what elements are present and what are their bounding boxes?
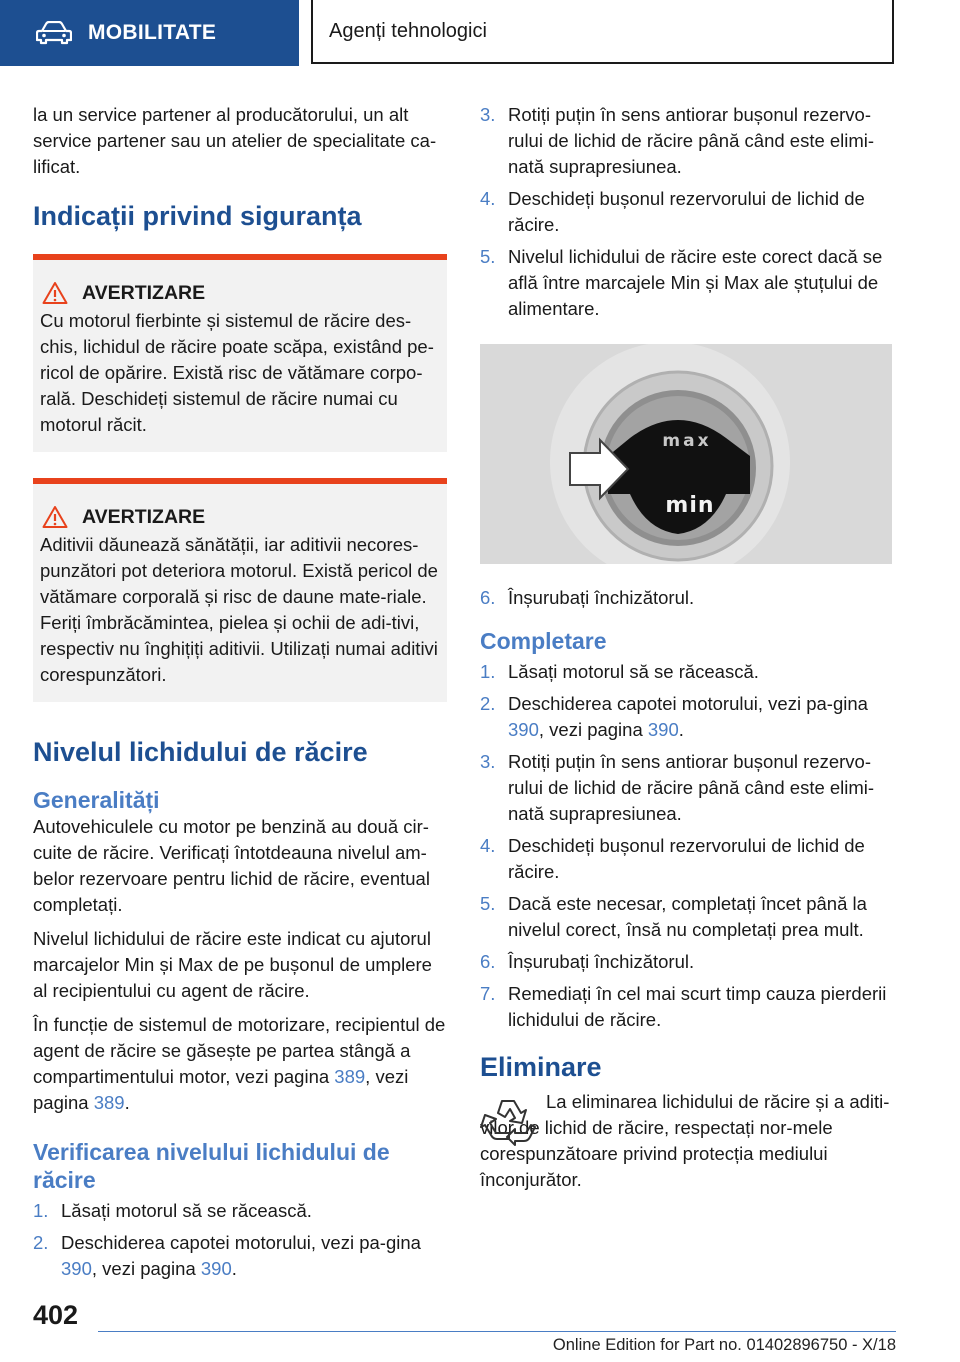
list-item: 3. Rotiți puțin în sens antiorar bușonul rezervo-rului de lichid de răcire până când este elimi-nată suprapresiunea.: [480, 104, 875, 177]
disposal-heading: Eliminare: [480, 1052, 602, 1082]
page-link[interactable]: 390: [647, 719, 679, 740]
footer-rule: [98, 1331, 896, 1332]
page-link[interactable]: 390: [200, 1258, 232, 1279]
page-link[interactable]: 389: [93, 1092, 125, 1113]
list-item: 2. Deschiderea capotei motorului, vezi pa-gina 390, vezi pagina 390.: [480, 693, 868, 740]
coolant-heading: Nivelul lichidului de răcire: [33, 737, 368, 767]
check-steps-list: [33, 1198, 447, 1282]
left-column: [33, 102, 447, 1288]
page-link[interactable]: 390: [508, 719, 539, 740]
warning-text: Cu motorul fierbinte și sistemul de răcire des-chis, lichidul de răcire poate scăpa, existând pe-ricol de opărire. Există risc de vătămare corpo-rală. Deschideți sistemul de răcire numai cu motorul răcit.: [40, 310, 434, 435]
min-label: min: [665, 493, 715, 518]
check-heading: Verificarea nivelului lichidului de răcire: [33, 1139, 390, 1193]
list-item: 5. Nivelul lichidului de răcire este corect dacă se află între marcajele Min și Max ale ștuțului de alimentare.: [480, 246, 883, 319]
warning-box-2: [33, 478, 447, 702]
general-paragraph-1: Autovehiculele cu motor pe benzină au două cir-cuite de răcire. Verificați întotdeauna nivelul am-belor rezervoare pentru lichid de răcire, eventual completați.: [33, 816, 430, 915]
chapter-title: Agenți tehnologici: [329, 19, 487, 42]
warning-box-1: [33, 254, 447, 452]
chapter-box: [311, 0, 894, 64]
list-item: 1. Lăsați motorul să se răcească.: [480, 661, 759, 682]
warning-triangle-icon: [42, 505, 68, 529]
refill-steps-list: [480, 659, 896, 1033]
max-label: max: [662, 431, 712, 451]
general-heading: Generalități: [33, 787, 160, 813]
intro-paragraph: la un service partener al producătorului, un alt service partener sau un atelier de specialitate ca-lificat.: [33, 104, 437, 177]
list-item: 6. Înșurubați închizătorul.: [480, 951, 695, 972]
warning-text: Aditivii dăunează sănătății, iar aditivii necores-punzători pot deteriora motorul. Există pericol de vătămare corporală și risc de daune mate-riale. Feriți îmbrăcămintea, pielea și ochii de adi-tivi, respectiv nu înghițiți aditivii. Utilizați numai aditivi corespunzători.: [40, 534, 438, 685]
step-6: [480, 585, 896, 611]
page-link[interactable]: 390: [61, 1258, 92, 1279]
recycle-icon: [480, 1093, 536, 1149]
safety-heading: Indicații privind siguranța: [33, 201, 362, 231]
check-steps-continued: [480, 102, 896, 322]
section-tab: [0, 0, 299, 66]
car-icon: [36, 21, 72, 45]
list-item: 4. Deschideți bușonul rezervorului de lichid de răcire.: [480, 835, 865, 882]
list-item: 3. Rotiți puțin în sens antiorar bușonul rezervo-rului de lichid de răcire până când este elimi-nată suprapresiunea.: [480, 751, 875, 824]
general-paragraph-3: În funcție de sistemul de motorizare, recipientul de agent de răcire se găsește pe partea stângă a compartimentului motor, vezi pagina 389, vezi pagina 389.: [33, 1014, 446, 1113]
section-title: MOBILITATE: [88, 21, 217, 44]
page-number: 402: [33, 1300, 79, 1330]
list-item: 2. Deschiderea capotei motorului, vezi pa-gina 390, vezi pagina 390.: [33, 1232, 421, 1279]
disposal-block: [480, 1089, 896, 1193]
disposal-text: La eliminarea lichidului de răcire și a aditi-vilor de lichid de răcire, respectați nor-mele corespunzătoare privind protecția mediului înconjurător.: [480, 1091, 890, 1190]
list-item: 1. Lăsați motorul să se răcească.: [33, 1200, 312, 1221]
warning-triangle-icon: [42, 281, 68, 305]
warning-title: AVERTIZARE: [82, 282, 206, 304]
coolant-cap-photo: [480, 344, 892, 564]
list-item: 6. Înșurubați închizătorul.: [480, 587, 695, 608]
list-item: 7. Remediați în cel mai scurt timp cauza pierderii lichidului de răcire.: [480, 983, 887, 1030]
general-paragraph-2: Nivelul lichidului de răcire este indicat cu ajutorul marcajelor Min și Max de pe bușonul de umplere al recipientului cu agent de răcire.: [33, 928, 432, 1001]
refill-heading: Completare: [480, 628, 607, 654]
list-item: 4. Deschideți bușonul rezervorului de lichid de răcire.: [480, 188, 865, 235]
page-link[interactable]: 389: [334, 1066, 366, 1087]
list-item: 5. Dacă este necesar, completați încet până la nivelul corect, însă nu completați prea mult.: [480, 893, 867, 940]
right-column: [480, 102, 896, 1201]
edition-footer: Online Edition for Part no. 01402896750 - X/18: [552, 1336, 896, 1354]
warning-title: AVERTIZARE: [82, 506, 206, 528]
